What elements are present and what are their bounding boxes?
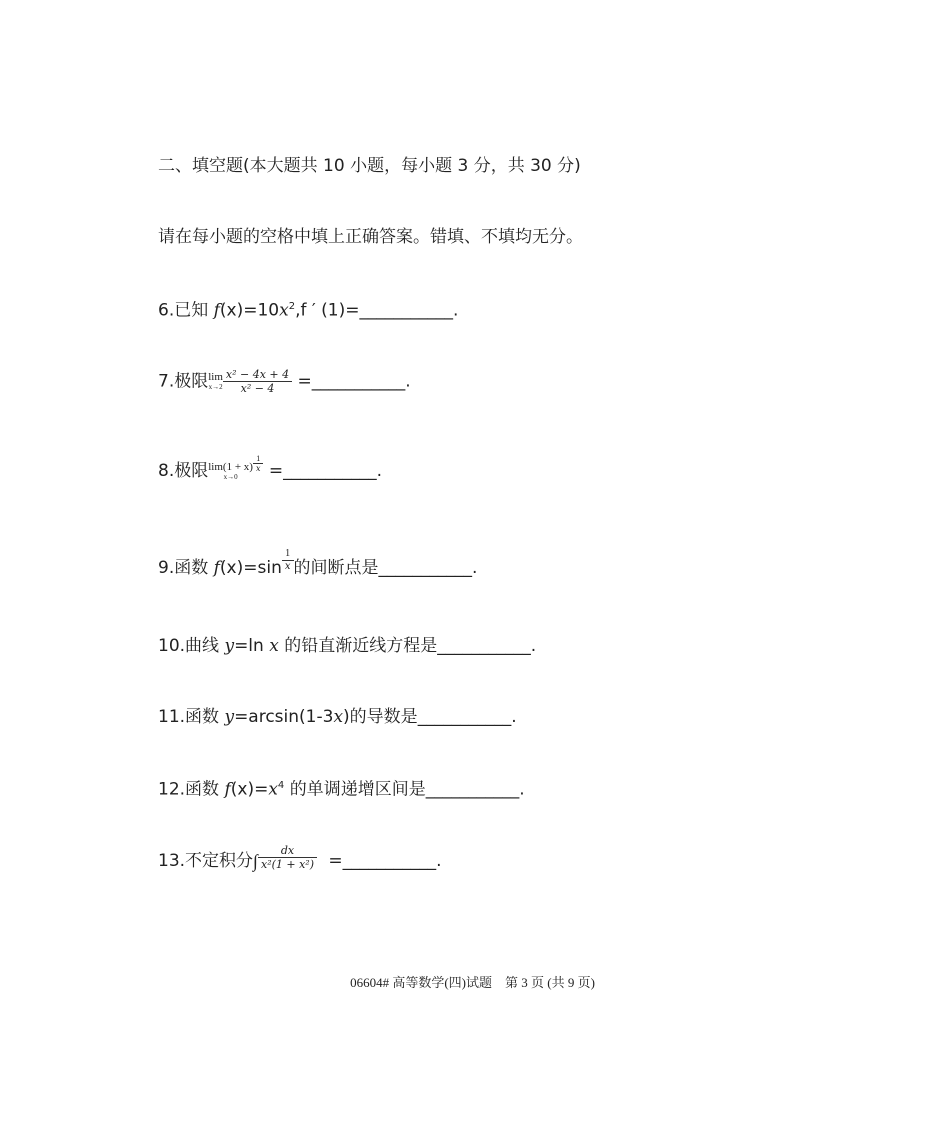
exponent-fraction: $\frac{1}{x}$ <box>282 548 294 573</box>
answer-blank: ___________ <box>359 300 453 321</box>
question-7: 7.极限 lim x→2 $\frac{\text{x² − 4x + 4}}{\text{x² − 4}}$ =___________. <box>158 368 411 395</box>
limit-operator: lim x→2 <box>208 371 223 391</box>
answer-blank: ___________ <box>437 636 531 656</box>
question-10: 10.曲线 y=ln x 的铅直渐近线方程是___________. <box>158 636 537 656</box>
limit-operator: lim(1 + x) x→0 <box>208 460 253 481</box>
question-6: 6.已知 $f(x)=10x^2,f$ ′ (1)=___________. <box>158 300 459 321</box>
question-9: 9.函数 f(x)=sin $\frac{1}{x}$ 的间断点是___________. <box>158 548 478 578</box>
question-12: 12.函数 $f(x)=x^4$ 的单调递增区间是___________. <box>158 779 525 800</box>
question-13: 13.不定积分∫ $\frac{dx}{\text{x²(1 + x²)}}$ =___________. <box>158 844 442 871</box>
section-instruction: 请在每小题的空格中填上正确答案。错填、不填均无分。 <box>158 227 583 247</box>
integral-sign: ∫ <box>253 851 258 871</box>
fraction: $\frac{dx}{\text{x²(1 + x²)}}$ <box>258 844 317 871</box>
question-11: 11.函数 y=arcsin(1-3x)的导数是___________. <box>158 707 517 727</box>
answer-blank: ___________ <box>417 707 512 727</box>
exponent-fraction: $\frac{1}{x}$ <box>253 454 264 473</box>
fraction: $\frac{\text{x² − 4x + 4}}{\text{x² − 4}}$ <box>223 368 292 395</box>
answer-blank: ___________ <box>342 851 437 871</box>
answer-blank: ___________ <box>378 558 472 578</box>
question-8: 8.极限 lim(1 + x) x→0 $\frac{1}{x}$ =___________. <box>158 454 383 481</box>
page-footer: 06604# 高等数学(四)试题 第 3 页 (共 9 页) <box>350 975 595 990</box>
answer-blank: ___________ <box>425 779 520 800</box>
answer-blank: ___________ <box>311 371 406 392</box>
section-title: 二、填空题(本大题共 10 小题，每小题 3 分，共 30 分) <box>158 156 581 176</box>
answer-blank: ___________ <box>283 461 377 481</box>
